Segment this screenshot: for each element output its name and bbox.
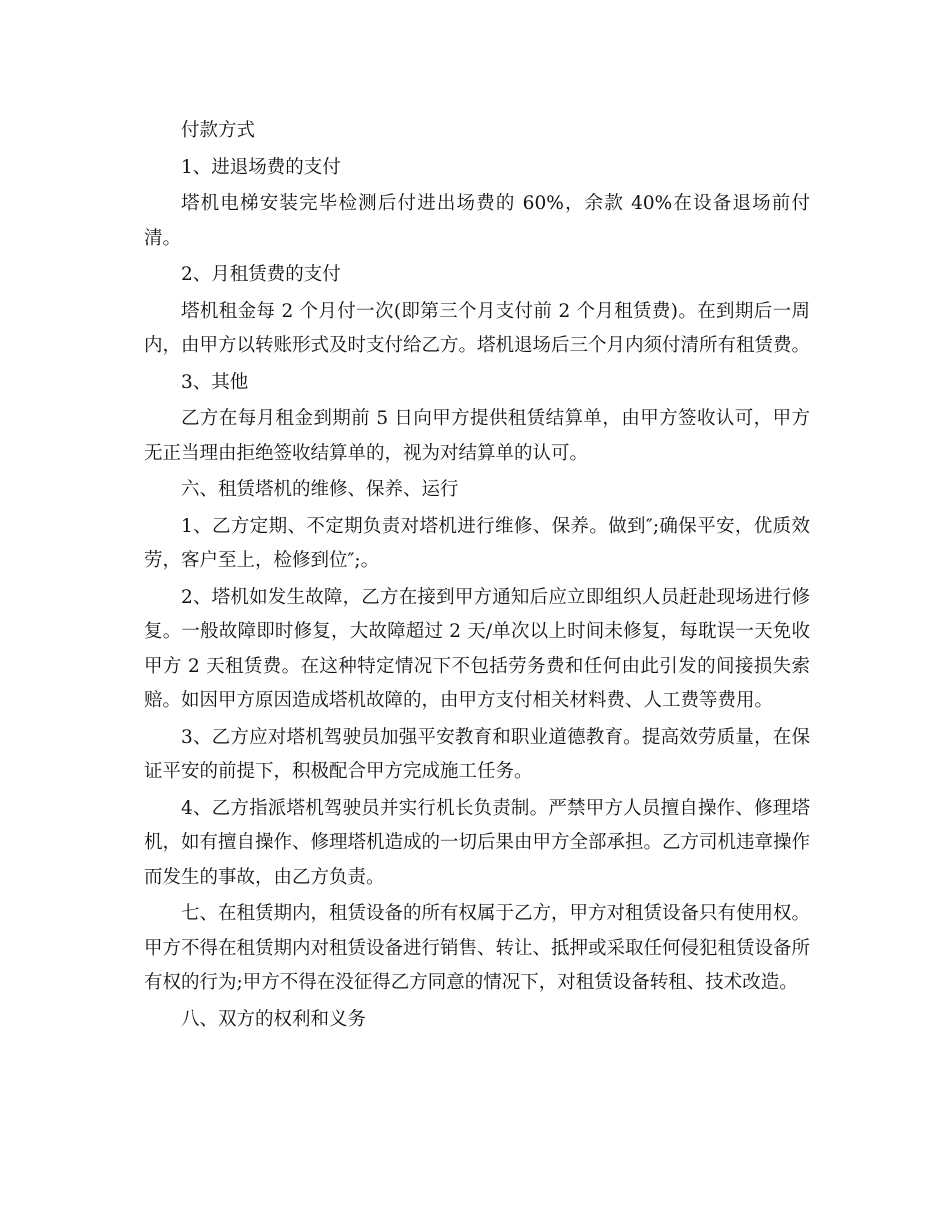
paragraph-entry-exit-fee: 塔机电梯安装完毕检测后付进出场费的 60%，余款 40%在设备退场前付清。 — [144, 193, 810, 249]
paragraph-maintenance-2: 2、塔机如发生故障，乙方在接到甲方通知后应立即组织人员赶赴现场进行修复。一般故障即时修复，大故障超过 2 天/单次以上时间未修复，每耽误一天免收甲方 2 天租赁费。在这种特定情况下不包括劳务费和任何由此引发的间接损失索赔。如因甲方原因造成塔机故障的，由甲方支付相关材料费、人工费等费用。 — [144, 586, 810, 711]
paragraph-maintenance-1: 1、乙方定期、不定期负责对塔机进行维修、保养。做到″;确保平安，优质效劳，客户至上，检修到位″;。 — [144, 515, 810, 571]
section-heading-payment-method: 付款方式 — [181, 120, 256, 141]
paragraph-other: 乙方在每月租金到期前 5 日向甲方提供租赁结算单，由甲方签收认可，甲方无正当理由拒绝签收结算单的，视为对结算单的认可。 — [144, 408, 810, 464]
section-ownership: 七、在租赁期内，租赁设备的所有权属于乙方，甲方对租赁设备只有使用权。甲方不得在租赁期内对租赁设备进行销售、转让、抵押或采取任何侵犯租赁设备所有权的行为;甲方不得在没征得乙方同意的情况下，对租赁设备转租、技术改造。 — [144, 903, 811, 993]
paragraph-monthly-rent: 塔机租金每 2 个月付一次(即第三个月支付前 2 个月租赁费)。在到期后一周内，由甲方以转账形式及时支付给乙方。塔机退场后三个月内须付清所有租赁费。 — [144, 300, 811, 356]
subheading-monthly-rent: 2、月租赁费的支付 — [181, 264, 341, 285]
paragraph-maintenance-3: 3、乙方应对塔机驾驶员加强平安教育和职业道德教育。提高效劳质量，在保证平安的前提下，积极配合甲方完成施工任务。 — [144, 726, 810, 782]
section-heading-maintenance: 六、租赁塔机的维修、保养、运行 — [181, 479, 459, 500]
section-heading-rights-obligations: 八、双方的权利和义务 — [181, 1008, 367, 1030]
paragraph-maintenance-4: 4、乙方指派塔机驾驶员并实行机长负责制。严禁甲方人员擅自操作、修理塔机，如有擅自操作、修理塔机造成的一切后果由甲方全部承担。乙方司机违章操作而发生的事故，由乙方负责。 — [144, 797, 811, 888]
document-body — [144, 114, 810, 1037]
subheading-entry-exit-fee: 1、进退场费的支付 — [181, 156, 341, 178]
subheading-other: 3、其他 — [181, 371, 249, 393]
